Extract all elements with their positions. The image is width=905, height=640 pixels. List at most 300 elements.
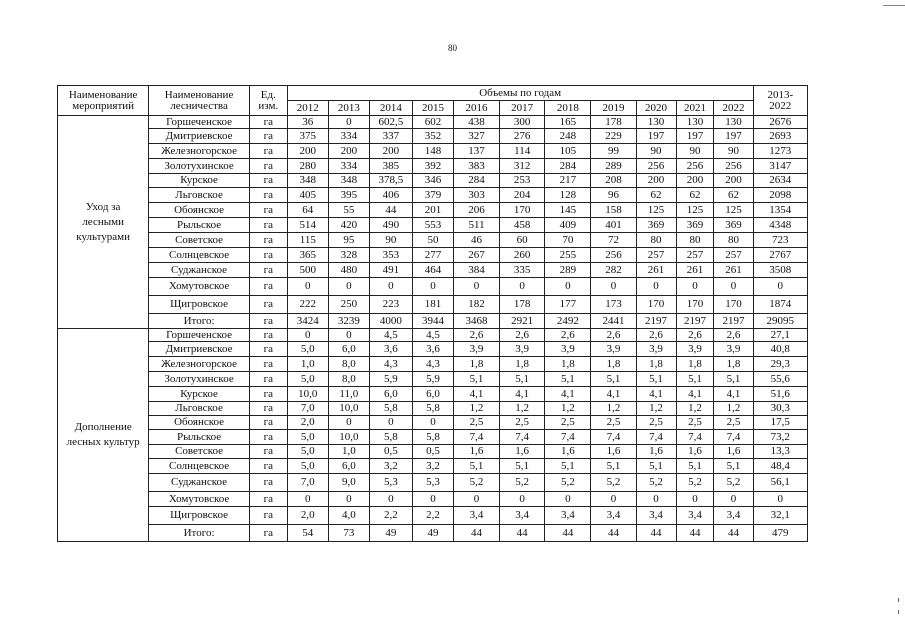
value-cell: 2,0: [287, 507, 328, 525]
value-cell: 464: [412, 263, 453, 278]
value-cell: 182: [453, 296, 499, 314]
value-cell: 44: [500, 525, 545, 542]
value-cell: 80: [714, 233, 753, 248]
value-cell: 2,6: [714, 329, 753, 342]
value-cell: 2,5: [676, 416, 714, 430]
value-cell: 261: [636, 263, 676, 278]
value-cell: 5,8: [412, 430, 453, 445]
table-row: [58, 144, 808, 159]
value-cell: 1,6: [453, 445, 499, 459]
value-cell: 0: [369, 278, 412, 296]
value-cell: 257: [714, 248, 753, 263]
value-cell: 409: [545, 218, 591, 233]
value-cell: 0: [500, 278, 545, 296]
forestry-cell: Курское: [149, 174, 250, 188]
total-header: 2013- 2022: [753, 86, 807, 116]
value-cell: 130: [676, 116, 714, 129]
value-cell: 379: [412, 188, 453, 203]
unit-cell: га: [249, 314, 287, 329]
unit-cell: га: [249, 129, 287, 144]
activity-header: Наименование мероприятий: [58, 86, 149, 116]
forestry-cell: Рыльское: [149, 218, 250, 233]
value-cell: 1,8: [714, 357, 753, 372]
value-cell: 1,2: [500, 402, 545, 416]
forestry-cell: Солнцевское: [149, 248, 250, 263]
value-cell: 7,4: [500, 430, 545, 445]
row-total-cell: 27,1: [753, 329, 807, 342]
value-cell: 80: [676, 233, 714, 248]
value-cell: 335: [500, 263, 545, 278]
row-total-cell: 2693: [753, 129, 807, 144]
value-cell: 1,6: [500, 445, 545, 459]
value-cell: 125: [714, 203, 753, 218]
value-cell: 458: [500, 218, 545, 233]
value-cell: 337: [369, 129, 412, 144]
unit-cell: га: [249, 474, 287, 492]
page-number: 80: [448, 43, 457, 53]
value-cell: 2,6: [545, 329, 591, 342]
row-total-cell: 17,5: [753, 416, 807, 430]
value-cell: 197: [714, 129, 753, 144]
forestry-cell: Суджанское: [149, 263, 250, 278]
value-cell: 158: [591, 203, 636, 218]
value-cell: 200: [287, 144, 328, 159]
row-total-cell: 2676: [753, 116, 807, 129]
value-cell: 229: [591, 129, 636, 144]
table-row: [58, 492, 808, 507]
value-cell: 0: [369, 492, 412, 507]
value-cell: 511: [453, 218, 499, 233]
unit-cell: га: [249, 372, 287, 387]
value-cell: 369: [636, 218, 676, 233]
forestry-cell: Итого:: [149, 314, 250, 329]
value-cell: 438: [453, 116, 499, 129]
value-cell: 4,3: [369, 357, 412, 372]
value-cell: 125: [636, 203, 676, 218]
value-cell: 4,1: [500, 387, 545, 402]
forestry-cell: Суджанское: [149, 474, 250, 492]
unit-cell: га: [249, 203, 287, 218]
table-row: [58, 116, 808, 129]
value-cell: 491: [369, 263, 412, 278]
value-cell: 2,2: [369, 507, 412, 525]
value-cell: 0: [636, 278, 676, 296]
value-cell: 256: [676, 159, 714, 174]
value-cell: 0: [676, 492, 714, 507]
year-header-cell: 2014: [369, 101, 412, 116]
unit-cell: га: [249, 278, 287, 296]
value-cell: 178: [500, 296, 545, 314]
value-cell: 5,2: [714, 474, 753, 492]
value-cell: 170: [676, 296, 714, 314]
row-total-cell: 29095: [753, 314, 807, 329]
unit-cell: га: [249, 159, 287, 174]
year-header-cell: 2015: [412, 101, 453, 116]
value-cell: 0: [412, 278, 453, 296]
value-cell: 420: [328, 218, 369, 233]
row-total-cell: 1874: [753, 296, 807, 314]
value-cell: 1,2: [636, 402, 676, 416]
value-cell: 208: [591, 174, 636, 188]
value-cell: 369: [676, 218, 714, 233]
value-cell: 3239: [328, 314, 369, 329]
unit-cell: га: [249, 416, 287, 430]
value-cell: 50: [412, 233, 453, 248]
table-row: [58, 218, 808, 233]
value-cell: 9,0: [328, 474, 369, 492]
value-cell: 204: [500, 188, 545, 203]
value-cell: 1,8: [500, 357, 545, 372]
value-cell: 280: [287, 159, 328, 174]
table-row: [58, 474, 808, 492]
value-cell: 327: [453, 129, 499, 144]
value-cell: 1,8: [591, 357, 636, 372]
value-cell: 0: [287, 329, 328, 342]
value-cell: 5,8: [412, 402, 453, 416]
value-cell: 8,0: [328, 357, 369, 372]
value-cell: 0: [328, 492, 369, 507]
value-cell: 2,5: [714, 416, 753, 430]
value-cell: 5,2: [676, 474, 714, 492]
value-cell: 7,0: [287, 474, 328, 492]
header-row: [58, 86, 808, 101]
value-cell: 0: [591, 492, 636, 507]
value-cell: 11,0: [328, 387, 369, 402]
value-cell: 2,6: [591, 329, 636, 342]
value-cell: 90: [369, 233, 412, 248]
value-cell: 2,5: [591, 416, 636, 430]
value-cell: 5,0: [287, 430, 328, 445]
value-cell: 200: [714, 174, 753, 188]
unit-cell: га: [249, 248, 287, 263]
value-cell: 0: [591, 278, 636, 296]
value-cell: 7,4: [453, 430, 499, 445]
value-cell: 256: [714, 159, 753, 174]
value-cell: 0,5: [412, 445, 453, 459]
value-cell: 4,5: [369, 329, 412, 342]
value-cell: 1,0: [328, 445, 369, 459]
value-cell: 514: [287, 218, 328, 233]
value-cell: 49: [412, 525, 453, 542]
value-cell: 46: [453, 233, 499, 248]
value-cell: 348: [287, 174, 328, 188]
value-cell: 10,0: [328, 402, 369, 416]
row-total-cell: 1354: [753, 203, 807, 218]
value-cell: 395: [328, 188, 369, 203]
value-cell: 7,4: [676, 430, 714, 445]
value-cell: 2197: [676, 314, 714, 329]
value-cell: 2,2: [412, 507, 453, 525]
value-cell: 62: [714, 188, 753, 203]
value-cell: 201: [412, 203, 453, 218]
value-cell: 348: [328, 174, 369, 188]
value-cell: 10,0: [328, 430, 369, 445]
row-total-cell: 2634: [753, 174, 807, 188]
unit-cell: га: [249, 263, 287, 278]
value-cell: 1,6: [591, 445, 636, 459]
year-header-cell: 2016: [453, 101, 499, 116]
row-total-cell: 4348: [753, 218, 807, 233]
value-cell: 257: [636, 248, 676, 263]
value-cell: 7,0: [287, 402, 328, 416]
value-cell: 0: [412, 492, 453, 507]
row-total-cell: 56,1: [753, 474, 807, 492]
value-cell: 1,8: [676, 357, 714, 372]
value-cell: 3,4: [591, 507, 636, 525]
row-total-cell: 29,3: [753, 357, 807, 372]
unit-cell: га: [249, 342, 287, 357]
year-header-cell: 2012: [287, 101, 328, 116]
value-cell: 0: [369, 416, 412, 430]
activity-line: Уход за: [85, 200, 121, 213]
value-cell: 248: [545, 129, 591, 144]
value-cell: 4,1: [714, 387, 753, 402]
value-cell: 170: [636, 296, 676, 314]
forestry-cell: Дмитриевское: [149, 129, 250, 144]
forestry-cell: Железногорское: [149, 357, 250, 372]
value-cell: 405: [287, 188, 328, 203]
value-cell: 3,9: [500, 342, 545, 357]
value-cell: 3468: [453, 314, 499, 329]
value-cell: 130: [636, 116, 676, 129]
year-header-cell: 2022: [714, 101, 753, 116]
forestry-cell: Горшеченское: [149, 116, 250, 129]
value-cell: 200: [636, 174, 676, 188]
forestry-cell: Обоянское: [149, 416, 250, 430]
value-cell: 384: [453, 263, 499, 278]
value-cell: 0: [287, 278, 328, 296]
value-cell: 44: [369, 203, 412, 218]
value-cell: 2,5: [545, 416, 591, 430]
value-cell: 3,2: [369, 459, 412, 474]
value-cell: 0: [636, 492, 676, 507]
value-cell: 1,2: [453, 402, 499, 416]
value-cell: 5,3: [369, 474, 412, 492]
value-cell: 352: [412, 129, 453, 144]
table-row: [58, 233, 808, 248]
value-cell: 173: [591, 296, 636, 314]
unit-cell: га: [249, 357, 287, 372]
value-cell: 3,9: [545, 342, 591, 357]
value-cell: 36: [287, 116, 328, 129]
year-header-cell: 2018: [545, 101, 591, 116]
value-cell: 5,1: [676, 372, 714, 387]
value-cell: 260: [500, 248, 545, 263]
year-header-cell: 2013: [328, 101, 369, 116]
value-cell: 90: [676, 144, 714, 159]
value-cell: 1,2: [545, 402, 591, 416]
value-cell: 5,1: [453, 372, 499, 387]
table-row: [58, 188, 808, 203]
value-cell: 3944: [412, 314, 453, 329]
table-row: [58, 445, 808, 459]
value-cell: 7,4: [591, 430, 636, 445]
value-cell: 2,6: [500, 329, 545, 342]
value-cell: 3,4: [545, 507, 591, 525]
volumes-title: Объемы по годам: [287, 86, 753, 101]
value-cell: 95: [328, 233, 369, 248]
value-cell: 128: [545, 188, 591, 203]
value-cell: 200: [676, 174, 714, 188]
table-row: [58, 174, 808, 188]
value-cell: 7,4: [636, 430, 676, 445]
forestry-cell: Щигровское: [149, 296, 250, 314]
value-cell: 6,0: [328, 459, 369, 474]
value-cell: 44: [453, 525, 499, 542]
unit-cell: га: [249, 525, 287, 542]
forestry-cell: Золотухинское: [149, 159, 250, 174]
value-cell: 3,9: [676, 342, 714, 357]
table-row: [58, 459, 808, 474]
unit-cell: га: [249, 174, 287, 188]
activity-line: лесных культур: [66, 436, 140, 448]
table-row: [58, 263, 808, 278]
value-cell: 5,1: [636, 372, 676, 387]
value-cell: 0: [545, 278, 591, 296]
value-cell: 170: [714, 296, 753, 314]
value-cell: 1,6: [545, 445, 591, 459]
value-cell: 369: [714, 218, 753, 233]
value-cell: 3,9: [453, 342, 499, 357]
total-row: [58, 525, 808, 542]
forestry-cell: Итого:: [149, 525, 250, 542]
value-cell: 0: [328, 278, 369, 296]
table-row: [58, 387, 808, 402]
value-cell: 6,0: [369, 387, 412, 402]
value-cell: 7,4: [714, 430, 753, 445]
value-cell: 267: [453, 248, 499, 263]
value-cell: 105: [545, 144, 591, 159]
value-cell: 62: [636, 188, 676, 203]
forestry-cell: Солнцевское: [149, 459, 250, 474]
forestry-cell: Щигровское: [149, 507, 250, 525]
value-cell: 5,1: [714, 459, 753, 474]
row-total-cell: 0: [753, 278, 807, 296]
value-cell: 4,0: [328, 507, 369, 525]
value-cell: 200: [369, 144, 412, 159]
value-cell: 312: [500, 159, 545, 174]
value-cell: 5,2: [545, 474, 591, 492]
value-cell: 375: [287, 129, 328, 144]
value-cell: 284: [453, 174, 499, 188]
row-total-cell: 0: [753, 492, 807, 507]
value-cell: 406: [369, 188, 412, 203]
row-total-cell: 73,2: [753, 430, 807, 445]
value-cell: 3,4: [676, 507, 714, 525]
table-row: [58, 278, 808, 296]
value-cell: 5,1: [500, 459, 545, 474]
value-cell: 0: [714, 278, 753, 296]
value-cell: 5,8: [369, 402, 412, 416]
value-cell: 222: [287, 296, 328, 314]
activity-line: Дополнение: [74, 421, 132, 433]
value-cell: 7,4: [545, 430, 591, 445]
value-cell: 197: [676, 129, 714, 144]
value-cell: 500: [287, 263, 328, 278]
row-total-cell: 40,8: [753, 342, 807, 357]
forestry-cell: Золотухинское: [149, 372, 250, 387]
row-total-cell: 30,3: [753, 402, 807, 416]
value-cell: 5,0: [287, 342, 328, 357]
activity-line: лесными: [82, 215, 124, 228]
table-row: [58, 372, 808, 387]
value-cell: 5,0: [287, 372, 328, 387]
value-cell: 55: [328, 203, 369, 218]
unit-cell: га: [249, 144, 287, 159]
value-cell: 137: [453, 144, 499, 159]
value-cell: 125: [676, 203, 714, 218]
value-cell: 0: [412, 416, 453, 430]
forestry-cell: Дмитриевское: [149, 342, 250, 357]
value-cell: 261: [676, 263, 714, 278]
value-cell: 334: [328, 159, 369, 174]
unit-cell: га: [249, 459, 287, 474]
unit-cell: га: [249, 402, 287, 416]
value-cell: 0: [328, 116, 369, 129]
value-cell: 5,1: [591, 459, 636, 474]
value-cell: 5,0: [287, 445, 328, 459]
value-cell: 4,3: [412, 357, 453, 372]
edge-mark: [898, 598, 899, 602]
value-cell: 200: [328, 144, 369, 159]
value-cell: 257: [676, 248, 714, 263]
value-cell: 289: [545, 263, 591, 278]
value-cell: 0: [676, 278, 714, 296]
value-cell: 365: [287, 248, 328, 263]
value-cell: 1,6: [676, 445, 714, 459]
value-cell: 1,2: [676, 402, 714, 416]
value-cell: 4,1: [636, 387, 676, 402]
value-cell: 2197: [714, 314, 753, 329]
value-cell: 5,2: [500, 474, 545, 492]
value-cell: 6,0: [412, 387, 453, 402]
value-cell: 334: [328, 129, 369, 144]
activity-line: культурами: [76, 230, 130, 243]
value-cell: 1,2: [591, 402, 636, 416]
value-cell: 178: [591, 116, 636, 129]
value-cell: 255: [545, 248, 591, 263]
forestry-cell: Рыльское: [149, 430, 250, 445]
value-cell: 5,9: [412, 372, 453, 387]
top-rule: [883, 5, 905, 6]
forestry-cell: Хомутовское: [149, 278, 250, 296]
value-cell: 480: [328, 263, 369, 278]
value-cell: 4,1: [453, 387, 499, 402]
value-cell: 5,1: [500, 372, 545, 387]
value-cell: 284: [545, 159, 591, 174]
value-cell: 2492: [545, 314, 591, 329]
row-total-cell: 48,4: [753, 459, 807, 474]
value-cell: 49: [369, 525, 412, 542]
value-cell: 4000: [369, 314, 412, 329]
unit-cell: га: [249, 507, 287, 525]
value-cell: 44: [636, 525, 676, 542]
value-cell: 8,0: [328, 372, 369, 387]
value-cell: 5,1: [545, 459, 591, 474]
value-cell: 0: [328, 329, 369, 342]
value-cell: 99: [591, 144, 636, 159]
year-header-cell: 2020: [636, 101, 676, 116]
forestry-cell: Льговское: [149, 402, 250, 416]
value-cell: 2921: [500, 314, 545, 329]
value-cell: 289: [591, 159, 636, 174]
value-cell: 1,8: [636, 357, 676, 372]
value-cell: 256: [591, 248, 636, 263]
value-cell: 261: [714, 263, 753, 278]
value-cell: 181: [412, 296, 453, 314]
value-cell: 3,9: [636, 342, 676, 357]
table-row: [58, 402, 808, 416]
